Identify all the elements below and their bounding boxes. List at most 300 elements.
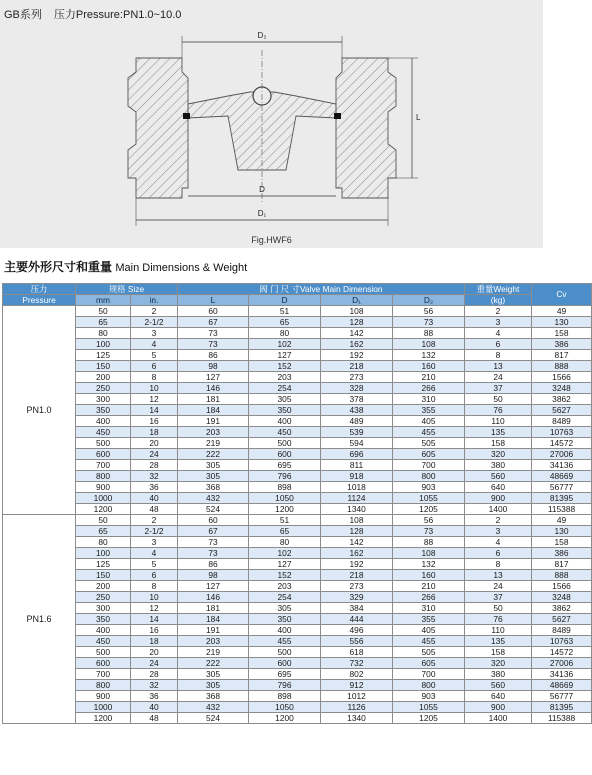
table-cell: 222 xyxy=(178,658,249,669)
table-cell: 1012 xyxy=(321,691,393,702)
table-cell: 128 xyxy=(321,317,393,328)
table-cell: 455 xyxy=(249,636,321,647)
table-cell: 400 xyxy=(76,416,131,427)
table-body xyxy=(3,306,592,724)
table-cell: 219 xyxy=(178,438,249,449)
table-cell: 181 xyxy=(178,603,249,614)
table-cell: 800 xyxy=(393,680,465,691)
table-cell: 539 xyxy=(321,427,393,438)
table-cell: 350 xyxy=(76,614,131,625)
size-header: 规格 Size xyxy=(76,284,178,295)
table-row xyxy=(3,515,592,526)
table-cell: 6 xyxy=(465,339,532,350)
d2-label: D₂ xyxy=(257,31,267,40)
table-cell: 888 xyxy=(532,361,592,372)
table-cell: 222 xyxy=(178,449,249,460)
table-cell: 438 xyxy=(321,405,393,416)
table-cell: 10 xyxy=(131,383,178,394)
table-cell: 127 xyxy=(178,372,249,383)
table-cell: 900 xyxy=(465,493,532,504)
table-row xyxy=(3,603,592,614)
table-row xyxy=(3,647,592,658)
figure-caption: Fig.HWF6 xyxy=(251,235,292,245)
d-label: D xyxy=(259,185,265,194)
table-cell: 65 xyxy=(76,526,131,537)
table-cell: 405 xyxy=(393,625,465,636)
table-cell: 32 xyxy=(131,471,178,482)
table-cell: 1055 xyxy=(393,493,465,504)
table-cell: 8 xyxy=(465,350,532,361)
table-cell: 65 xyxy=(249,526,321,537)
table-cell: 3 xyxy=(465,526,532,537)
table-cell: 27006 xyxy=(532,658,592,669)
table-cell: 10 xyxy=(131,592,178,603)
table-cell: 100 xyxy=(76,548,131,559)
table-cell: 350 xyxy=(76,405,131,416)
table-cell: 802 xyxy=(321,669,393,680)
table-cell: 524 xyxy=(178,504,249,515)
table-cell: 127 xyxy=(249,350,321,361)
table-cell: 8489 xyxy=(532,416,592,427)
table-row xyxy=(3,702,592,713)
table-cell: 2 xyxy=(131,515,178,526)
table-cell: 158 xyxy=(532,537,592,548)
table-cell: 14 xyxy=(131,614,178,625)
table-cell: 110 xyxy=(465,625,532,636)
table-cell: 218 xyxy=(321,361,393,372)
table-cell: 329 xyxy=(321,592,393,603)
table-cell: 1205 xyxy=(393,713,465,724)
d1-label: D₁ xyxy=(257,209,267,218)
pressure-header-cn: 压力 xyxy=(3,284,76,295)
table-cell: 1000 xyxy=(76,702,131,713)
table-cell: 34136 xyxy=(532,669,592,680)
table-row xyxy=(3,383,592,394)
table-cell: 8 xyxy=(131,372,178,383)
table-cell: 184 xyxy=(178,405,249,416)
table-cell: 594 xyxy=(321,438,393,449)
table-cell: 34136 xyxy=(532,460,592,471)
table-cell: 18 xyxy=(131,427,178,438)
table-row xyxy=(3,548,592,559)
table-cell: 384 xyxy=(321,603,393,614)
right-body-section xyxy=(336,58,396,198)
table-cell: 254 xyxy=(249,592,321,603)
table-row xyxy=(3,592,592,603)
section-title-cn: 主要外形尺寸和重量 xyxy=(4,260,113,274)
table-cell: 10763 xyxy=(532,427,592,438)
table-row xyxy=(3,471,592,482)
table-cell: 300 xyxy=(76,603,131,614)
pressure-range-label: 压力Pressure:PN1.0~10.0 xyxy=(53,9,182,21)
table-cell: 450 xyxy=(76,636,131,647)
table-row xyxy=(3,636,592,647)
pressure-header-en: Pressure xyxy=(3,295,76,306)
table-cell: 203 xyxy=(249,372,321,383)
kg-header: (kg) xyxy=(465,295,532,306)
table-cell: 210 xyxy=(393,372,465,383)
left-seal xyxy=(183,113,190,119)
table-cell: 16 xyxy=(131,416,178,427)
table-row xyxy=(3,328,592,339)
table-cell: 20 xyxy=(131,438,178,449)
dimensions-table xyxy=(2,283,592,724)
table-cell: 152 xyxy=(249,570,321,581)
table-cell: 380 xyxy=(465,460,532,471)
table-cell: 5627 xyxy=(532,405,592,416)
table-cell: 50 xyxy=(465,394,532,405)
table-cell: 273 xyxy=(321,581,393,592)
table-row xyxy=(3,658,592,669)
table-cell: 49 xyxy=(532,515,592,526)
table-cell: 556 xyxy=(321,636,393,647)
table-cell: 14 xyxy=(131,405,178,416)
table-row xyxy=(3,526,592,537)
table-cell: 73 xyxy=(393,526,465,537)
table-cell: 14572 xyxy=(532,438,592,449)
table-cell: 76 xyxy=(465,405,532,416)
table-cell: 1340 xyxy=(321,504,393,515)
table-cell: 386 xyxy=(532,548,592,559)
table-cell: 40 xyxy=(131,493,178,504)
table-cell: 132 xyxy=(393,350,465,361)
table-cell: 266 xyxy=(393,383,465,394)
table-cell: 300 xyxy=(76,394,131,405)
table-cell: 5 xyxy=(131,559,178,570)
table-cell: 817 xyxy=(532,350,592,361)
table-row xyxy=(3,427,592,438)
table-cell: 1050 xyxy=(249,493,321,504)
table-cell: 181 xyxy=(178,394,249,405)
table-cell: 86 xyxy=(178,350,249,361)
table-cell: 1340 xyxy=(321,713,393,724)
table-cell: 800 xyxy=(76,471,131,482)
table-cell: 355 xyxy=(393,614,465,625)
table-cell: 67 xyxy=(178,526,249,537)
table-cell: 800 xyxy=(393,471,465,482)
table-cell: 51 xyxy=(249,515,321,526)
table-row xyxy=(3,394,592,405)
table-row xyxy=(3,625,592,636)
table-cell: 6 xyxy=(131,570,178,581)
d1-header: D₁ xyxy=(321,295,393,306)
table-cell: 73 xyxy=(393,317,465,328)
section-title xyxy=(4,258,247,275)
table-cell: 98 xyxy=(178,570,249,581)
table-cell: 80 xyxy=(76,328,131,339)
table-cell: 200 xyxy=(76,581,131,592)
table-cell: 150 xyxy=(76,570,131,581)
table-cell: 432 xyxy=(178,702,249,713)
table-cell: 811 xyxy=(321,460,393,471)
table-cell: 266 xyxy=(393,592,465,603)
table-cell: 162 xyxy=(321,548,393,559)
table-cell: 1566 xyxy=(532,581,592,592)
table-row xyxy=(3,614,592,625)
table-cell: 305 xyxy=(249,394,321,405)
series-label: GB系列 xyxy=(4,9,42,21)
table-cell: 73 xyxy=(178,339,249,350)
table-cell: 903 xyxy=(393,691,465,702)
table-cell: 108 xyxy=(393,548,465,559)
table-cell: 250 xyxy=(76,592,131,603)
table-cell: 191 xyxy=(178,625,249,636)
table-cell: 386 xyxy=(532,339,592,350)
table-cell: 24 xyxy=(131,658,178,669)
table-cell: 800 xyxy=(76,680,131,691)
table-cell: 898 xyxy=(249,691,321,702)
table-cell: 640 xyxy=(465,482,532,493)
table-cell: 796 xyxy=(249,680,321,691)
table-cell: 56777 xyxy=(532,482,592,493)
table-row xyxy=(3,339,592,350)
table-cell: 700 xyxy=(76,460,131,471)
table-cell: 135 xyxy=(465,636,532,647)
table-cell: 158 xyxy=(532,328,592,339)
table-cell: 273 xyxy=(321,372,393,383)
table-cell: 203 xyxy=(178,636,249,647)
table-cell: 32 xyxy=(131,680,178,691)
table-row xyxy=(3,361,592,372)
table-cell: 108 xyxy=(321,306,393,317)
table-cell: 305 xyxy=(178,680,249,691)
table-cell: 903 xyxy=(393,482,465,493)
table-cell: 350 xyxy=(249,405,321,416)
table-cell: 65 xyxy=(249,317,321,328)
table-cell: 696 xyxy=(321,449,393,460)
pressure-class-cell: PN1.0 xyxy=(3,306,76,515)
table-cell: 1055 xyxy=(393,702,465,713)
table-cell: 3248 xyxy=(532,592,592,603)
table-row xyxy=(3,405,592,416)
table-cell: 600 xyxy=(76,658,131,669)
weight-header: 重量Weight xyxy=(465,284,532,295)
table-cell: 1050 xyxy=(249,702,321,713)
table-cell: 605 xyxy=(393,449,465,460)
table-cell: 158 xyxy=(465,438,532,449)
table-cell: 49 xyxy=(532,306,592,317)
table-cell: 130 xyxy=(532,526,592,537)
table-row xyxy=(3,559,592,570)
table-cell: 560 xyxy=(465,680,532,691)
table-cell: 28 xyxy=(131,669,178,680)
table-cell: 135 xyxy=(465,427,532,438)
table-cell: 16 xyxy=(131,625,178,636)
table-row xyxy=(3,669,592,680)
table-cell: 405 xyxy=(393,416,465,427)
table-cell: 80 xyxy=(249,328,321,339)
table-cell: 3 xyxy=(465,317,532,328)
table-cell: 1000 xyxy=(76,493,131,504)
table-cell: 60 xyxy=(178,515,249,526)
table-cell: 81395 xyxy=(532,493,592,504)
table-row xyxy=(3,713,592,724)
table-cell: 203 xyxy=(178,427,249,438)
table-cell: 56777 xyxy=(532,691,592,702)
table-cell: 24 xyxy=(131,449,178,460)
table-cell: 695 xyxy=(249,669,321,680)
table-cell: 88 xyxy=(393,328,465,339)
table-cell: 5 xyxy=(131,350,178,361)
table-cell: 600 xyxy=(249,449,321,460)
table-cell: 305 xyxy=(178,669,249,680)
table-cell: 50 xyxy=(76,306,131,317)
table-cell: 146 xyxy=(178,592,249,603)
table-cell: 142 xyxy=(321,328,393,339)
table-cell: 158 xyxy=(465,647,532,658)
table-cell: 320 xyxy=(465,658,532,669)
table-cell: 455 xyxy=(393,427,465,438)
table-cell: 900 xyxy=(76,482,131,493)
table-cell: 150 xyxy=(76,361,131,372)
table-cell: 48 xyxy=(131,504,178,515)
table-cell: 380 xyxy=(465,669,532,680)
table-cell: 48 xyxy=(131,713,178,724)
table-cell: 3 xyxy=(131,537,178,548)
table-cell: 605 xyxy=(393,658,465,669)
table-cell: 1200 xyxy=(249,504,321,515)
table-cell: 305 xyxy=(178,471,249,482)
table-cell: 500 xyxy=(76,647,131,658)
table-cell: 210 xyxy=(393,581,465,592)
table-cell: 3862 xyxy=(532,394,592,405)
table-cell: 1566 xyxy=(532,372,592,383)
table-cell: 305 xyxy=(178,460,249,471)
table-cell: 108 xyxy=(393,339,465,350)
table-cell: 3862 xyxy=(532,603,592,614)
table-cell: 86 xyxy=(178,559,249,570)
table-cell: 1200 xyxy=(76,504,131,515)
table-cell: 912 xyxy=(321,680,393,691)
table-cell: 817 xyxy=(532,559,592,570)
table-cell: 5627 xyxy=(532,614,592,625)
table-cell: 6 xyxy=(131,361,178,372)
table-cell: 500 xyxy=(249,438,321,449)
table-cell: 8489 xyxy=(532,625,592,636)
table-cell: 1400 xyxy=(465,713,532,724)
table-cell: 192 xyxy=(321,559,393,570)
table-cell: 444 xyxy=(321,614,393,625)
table-cell: 56 xyxy=(393,306,465,317)
table-cell: 898 xyxy=(249,482,321,493)
table-cell: 400 xyxy=(249,416,321,427)
table-cell: 250 xyxy=(76,383,131,394)
table-cell: 2 xyxy=(465,306,532,317)
table-cell: 110 xyxy=(465,416,532,427)
table-cell: 192 xyxy=(321,350,393,361)
table-cell: 37 xyxy=(465,592,532,603)
table-cell: 160 xyxy=(393,570,465,581)
table-cell: 146 xyxy=(178,383,249,394)
table-row xyxy=(3,317,592,328)
table-cell: 600 xyxy=(249,658,321,669)
table-cell: 3248 xyxy=(532,383,592,394)
table-cell: 8 xyxy=(131,581,178,592)
table-cell: 48669 xyxy=(532,471,592,482)
table-cell: 695 xyxy=(249,460,321,471)
table-cell: 732 xyxy=(321,658,393,669)
table-cell: 496 xyxy=(321,625,393,636)
table-cell: 40 xyxy=(131,702,178,713)
right-seal xyxy=(334,113,341,119)
table-cell: 27006 xyxy=(532,449,592,460)
left-body-section xyxy=(128,58,188,198)
table-row xyxy=(3,680,592,691)
table-cell: 219 xyxy=(178,647,249,658)
drawing-panel xyxy=(0,0,543,248)
table-cell: 132 xyxy=(393,559,465,570)
table-cell: 500 xyxy=(76,438,131,449)
table-cell: 152 xyxy=(249,361,321,372)
table-cell: 20 xyxy=(131,647,178,658)
table-cell: 1205 xyxy=(393,504,465,515)
table-cell: 1018 xyxy=(321,482,393,493)
table-cell: 36 xyxy=(131,482,178,493)
table-cell: 1200 xyxy=(76,713,131,724)
table-cell: 160 xyxy=(393,361,465,372)
table-cell: 56 xyxy=(393,515,465,526)
valve-dims-header: 阀 门 尺 寸Valve Main Dimension xyxy=(178,284,465,295)
cv-header: Cv xyxy=(532,284,592,306)
table-cell: 98 xyxy=(178,361,249,372)
table-row xyxy=(3,482,592,493)
table-row xyxy=(3,306,592,317)
table-cell: 162 xyxy=(321,339,393,350)
table-cell: 37 xyxy=(465,383,532,394)
table-row xyxy=(3,372,592,383)
table-cell: 2-1/2 xyxy=(131,526,178,537)
table-cell: 24 xyxy=(465,581,532,592)
table-cell: 1200 xyxy=(249,713,321,724)
valve-cross-section-drawing xyxy=(0,20,543,235)
table-cell: 640 xyxy=(465,691,532,702)
table-cell: 918 xyxy=(321,471,393,482)
table-cell: 51 xyxy=(249,306,321,317)
table-row xyxy=(3,537,592,548)
table-cell: 184 xyxy=(178,614,249,625)
table-cell: 50 xyxy=(76,515,131,526)
table-cell: 900 xyxy=(465,702,532,713)
table-cell: 4 xyxy=(465,328,532,339)
table-cell: 88 xyxy=(393,537,465,548)
table-header xyxy=(3,284,592,306)
table-cell: 102 xyxy=(249,339,321,350)
table-cell: 524 xyxy=(178,713,249,724)
pressure-class-cell: PN1.6 xyxy=(3,515,76,724)
table-cell: 1124 xyxy=(321,493,393,504)
table-cell: 505 xyxy=(393,438,465,449)
table-cell: 81395 xyxy=(532,702,592,713)
table-row xyxy=(3,493,592,504)
table-cell: 108 xyxy=(321,515,393,526)
table-cell: 700 xyxy=(76,669,131,680)
table-row xyxy=(3,416,592,427)
table-cell: 450 xyxy=(76,427,131,438)
table-cell: 432 xyxy=(178,493,249,504)
table-cell: 80 xyxy=(249,537,321,548)
table-cell: 310 xyxy=(393,394,465,405)
table-cell: 4 xyxy=(131,339,178,350)
table-row xyxy=(3,449,592,460)
table-cell: 2-1/2 xyxy=(131,317,178,328)
table-cell: 76 xyxy=(465,614,532,625)
table-cell: 700 xyxy=(393,460,465,471)
table-cell: 305 xyxy=(249,603,321,614)
table-cell: 18 xyxy=(131,636,178,647)
table-cell: 73 xyxy=(178,537,249,548)
table-cell: 127 xyxy=(249,559,321,570)
table-cell: 600 xyxy=(76,449,131,460)
